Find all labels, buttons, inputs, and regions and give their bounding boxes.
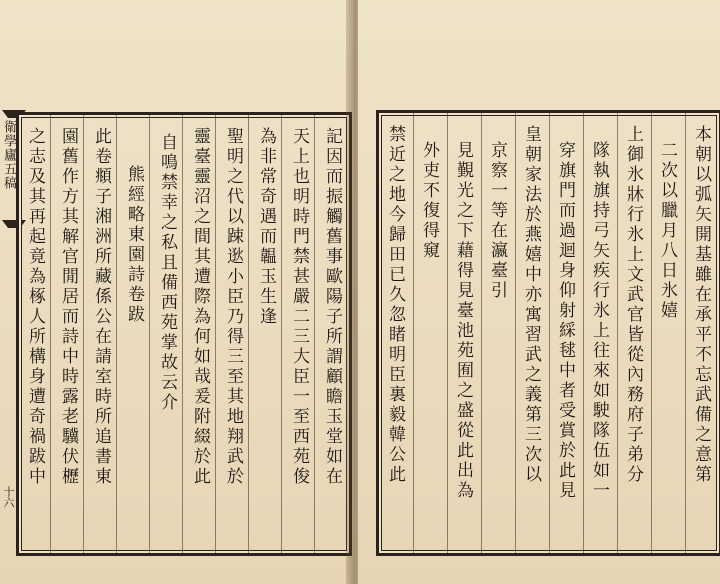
column-rule	[481, 113, 482, 553]
column-rule	[281, 115, 282, 553]
text-column: 聖明之代以踈逖小臣乃得三至其地翔武於	[223, 127, 243, 487]
text-column: 園舊作方其解官閒居而詩中時露老驥伏櫪	[58, 127, 78, 487]
text-column: 禁近之地今歸田已久忽睹明臣裏毅韓公此	[385, 125, 405, 485]
text-column: 記因而振觸舊事歐陽子所謂顧瞻玉堂如在	[322, 127, 342, 487]
text-column: 外吏不復得窺	[419, 141, 439, 261]
margin-book-title: 衛學廬五稿	[1, 120, 16, 190]
column-rule	[515, 113, 516, 553]
text-column: 二次以臘月八日氷嬉	[657, 141, 677, 321]
column-rule	[617, 113, 618, 553]
column-rule	[248, 115, 249, 553]
left-text-frame	[16, 112, 352, 556]
text-column: 自鳴禁幸之私且備西苑掌故云介	[157, 133, 177, 413]
column-rule	[651, 113, 652, 553]
column-rule	[314, 115, 315, 553]
text-column: 隊執旗持弓矢疾行氷上往來如駛隊伍如一	[589, 141, 609, 501]
section-heading: 熊經略東園詩卷跋	[124, 165, 144, 325]
column-rule	[549, 113, 550, 553]
text-column: 皇朝家法於燕嬉中亦寓習武之義第三次以	[521, 125, 541, 485]
left-page	[0, 0, 354, 584]
text-column: 京察一等在瀛臺引	[487, 141, 507, 301]
text-column: 靈臺靈沼之間其遭際為何如哉爰附綴於此	[190, 127, 210, 487]
text-column: 為非常奇遇而韞玉生逢	[256, 127, 276, 327]
text-column: 穿旗門而過迴身仰射綵毬中者受賞於此見	[555, 141, 575, 501]
column-rule	[50, 115, 51, 553]
text-column: 此卷頫子湘洲所藏係公在請室時所追書東	[91, 127, 111, 487]
right-text-frame	[376, 110, 720, 556]
column-rule	[182, 115, 183, 553]
text-column: 本朝以弧矢開基雖在承平不忘武備之意第	[691, 125, 711, 485]
text-column: 之志及其再起竟為椓人所構身遭奇禍跋中	[25, 127, 45, 487]
column-rule	[149, 115, 150, 553]
column-rule	[685, 113, 686, 553]
text-column: 上御氷牀行氷上文武官皆從內務府子弟分	[623, 125, 643, 485]
text-column: 見覲光之下藉得見臺池苑囿之盛從此出為	[453, 141, 473, 501]
margin-page-number: 十六	[2, 486, 15, 508]
column-rule	[116, 115, 117, 553]
column-rule	[583, 113, 584, 553]
text-column: 天上也明時門禁甚嚴二三大臣一至西苑俊	[289, 127, 309, 487]
column-rule	[447, 113, 448, 553]
column-rule	[83, 115, 84, 553]
column-rule	[413, 113, 414, 553]
column-rule	[215, 115, 216, 553]
